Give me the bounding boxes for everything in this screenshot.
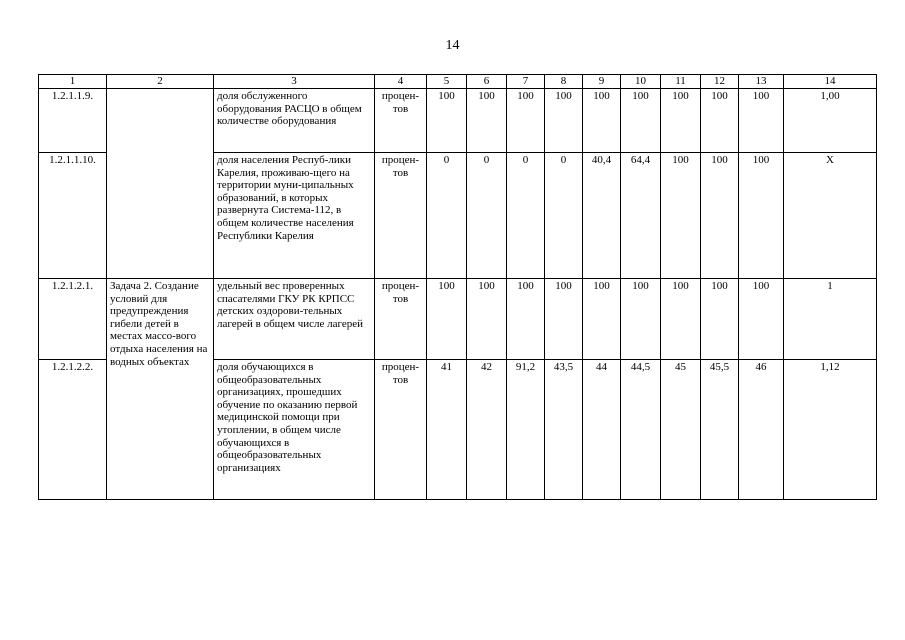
- row-code: 1.2.1.1.9.: [39, 89, 107, 153]
- indicators-table: [38, 74, 877, 500]
- value-cell: 100: [739, 153, 784, 279]
- value-cell: 100: [661, 153, 701, 279]
- value-cell: 100: [701, 153, 739, 279]
- task-cell: Задача 2. Создание условий для предупреждения гибели детей в местах массо-вого отдыха населения на водных объектах: [107, 279, 214, 500]
- indicator-name: удельный вес проверенных спасателями ГКУ РК КРПСС детских оздорови-тельных лагерей в общем числе лагерей: [214, 279, 375, 360]
- col-header: 9: [583, 75, 621, 89]
- last-value-cell: 1: [784, 279, 877, 360]
- col-header: 14: [784, 75, 877, 89]
- indicator-name: доля населения Респуб-лики Карелия, проживаю-щего на территории муни-ципальных образований, в которых развернута Система-112, в общем количестве населения Республики Карелия: [214, 153, 375, 279]
- value-cell: 100: [545, 279, 583, 360]
- value-cell: 0: [427, 153, 467, 279]
- value-cell: 100: [661, 89, 701, 153]
- value-cell: 100: [427, 279, 467, 360]
- unit-cell: процен- тов: [375, 153, 427, 279]
- page-number: 14: [445, 38, 460, 53]
- value-cell: 100: [545, 89, 583, 153]
- row-code: 1.2.1.2.1.: [39, 279, 107, 360]
- table-row: [39, 89, 877, 153]
- value-cell: 64,4: [621, 153, 661, 279]
- col-header: 7: [507, 75, 545, 89]
- value-cell: 42: [467, 360, 507, 500]
- col-header: 3: [214, 75, 375, 89]
- unit-cell: процен- тов: [375, 279, 427, 360]
- indicator-name: доля обслуженного оборудования РАСЦО в общем количестве оборудования: [214, 89, 375, 153]
- value-cell: 40,4: [583, 153, 621, 279]
- task-cell: [107, 89, 214, 279]
- value-cell: 100: [507, 89, 545, 153]
- value-cell: 100: [701, 89, 739, 153]
- col-header: 5: [427, 75, 467, 89]
- value-cell: 100: [583, 89, 621, 153]
- col-header: 2: [107, 75, 214, 89]
- value-cell: 43,5: [545, 360, 583, 500]
- value-cell: 45,5: [701, 360, 739, 500]
- value-cell: 0: [467, 153, 507, 279]
- value-cell: 100: [583, 279, 621, 360]
- value-cell: 100: [701, 279, 739, 360]
- col-header: 10: [621, 75, 661, 89]
- unit-cell: процен- тов: [375, 89, 427, 153]
- value-cell: 41: [427, 360, 467, 500]
- col-header: 6: [467, 75, 507, 89]
- unit-cell: процен- тов: [375, 360, 427, 500]
- value-cell: 0: [545, 153, 583, 279]
- row-code: 1.2.1.2.2.: [39, 360, 107, 500]
- value-cell: 100: [739, 279, 784, 360]
- value-cell: 100: [427, 89, 467, 153]
- header-row: [39, 75, 877, 89]
- col-header: 12: [701, 75, 739, 89]
- value-cell: 100: [661, 279, 701, 360]
- col-header: 8: [545, 75, 583, 89]
- value-cell: 100: [621, 279, 661, 360]
- col-header: 13: [739, 75, 784, 89]
- value-cell: 100: [621, 89, 661, 153]
- value-cell: 46: [739, 360, 784, 500]
- value-cell: 100: [467, 279, 507, 360]
- col-header: 4: [375, 75, 427, 89]
- last-value-cell: 1,12: [784, 360, 877, 500]
- last-value-cell: 1,00: [784, 89, 877, 153]
- value-cell: 44,5: [621, 360, 661, 500]
- last-value-cell: Х: [784, 153, 877, 279]
- value-cell: 100: [507, 279, 545, 360]
- indicator-name: доля обучающихся в общеобразовательных организациях, прошедших обучение по оказанию первой медицинской помощи при утоплении, в общем числе обучающихся в общеобразовательных организациях: [214, 360, 375, 500]
- value-cell: 0: [507, 153, 545, 279]
- col-header: 1: [39, 75, 107, 89]
- value-cell: 44: [583, 360, 621, 500]
- col-header: 11: [661, 75, 701, 89]
- row-code: 1.2.1.1.10.: [39, 153, 107, 279]
- value-cell: 100: [467, 89, 507, 153]
- value-cell: 45: [661, 360, 701, 500]
- value-cell: 91,2: [507, 360, 545, 500]
- value-cell: 100: [739, 89, 784, 153]
- table-row: [39, 279, 877, 360]
